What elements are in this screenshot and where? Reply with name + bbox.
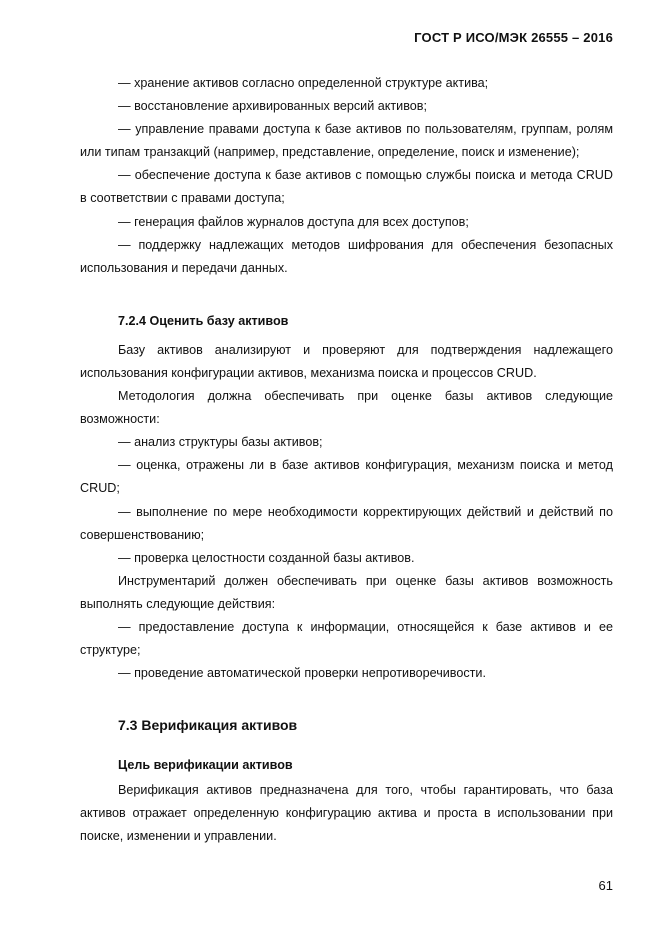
list-item: — генерация файлов журналов доступа для всех доступов; [118,214,469,229]
subsection-heading: Цель верификации активов [118,758,293,773]
list-item: — анализ структуры базы активов; [118,435,323,450]
list-item: — проведение автоматической проверки непротиворечивости. [118,666,486,681]
list-item: — обеспечение доступа к базе активов с помощью службы поиска и метода CRUD в соответствии с правами доступа; [80,168,613,206]
paragraph: Инструментарий должен обеспечивать при оценке базы активов возможность выполнять следующие действия: [80,573,613,611]
list-item: — проверка целостности созданной базы активов. [118,550,415,565]
list-item: — хранение активов согласно определенной структуре актива; [118,76,489,90]
page-number: 61 [598,878,613,893]
list-item: — восстановление архивированных версий активов; [118,99,427,114]
list-item: — поддержку надлежащих методов шифрования для обеспечения безопасных использования и передачи данных. [80,237,613,275]
document-header: ГОСТ Р ИСО/МЭК 26555 – 2016 [414,30,613,45]
section-heading-7-3: 7.3 Верификация активов [118,717,298,734]
list-item: — выполнение по мере необходимости корректирующих действий и действий по совершенствованию; [80,504,613,542]
list-item: — управление правами доступа к базе активов по пользователям, группам, ролям или типам транзакций (например, представление, определение, поиск и изменение); [80,122,613,160]
paragraph: Методология должна обеспечивать при оценке базы активов следующие возможности: [80,389,613,427]
list-item: — предоставление доступа к информации, относящейся к базе активов и ее структуре; [80,619,613,658]
section-heading-7-2-4: 7.2.4 Оценить базу активов [118,313,289,328]
page-content [80,72,613,849]
paragraph: Верификация активов предназначена для того, чтобы гарантировать, что база активов отражает определенную конфигурацию актива и проста в использовании при поиске, изменении и управлении. [80,783,613,844]
list-item: — оценка, отражены ли в базе активов конфигурация, механизм поиска и метод CRUD; [80,458,613,496]
paragraph: Базу активов анализируют и проверяют для подтверждения надлежащего использования конфигурации активов, механизма поиска и процессов CRUD. [80,342,613,380]
